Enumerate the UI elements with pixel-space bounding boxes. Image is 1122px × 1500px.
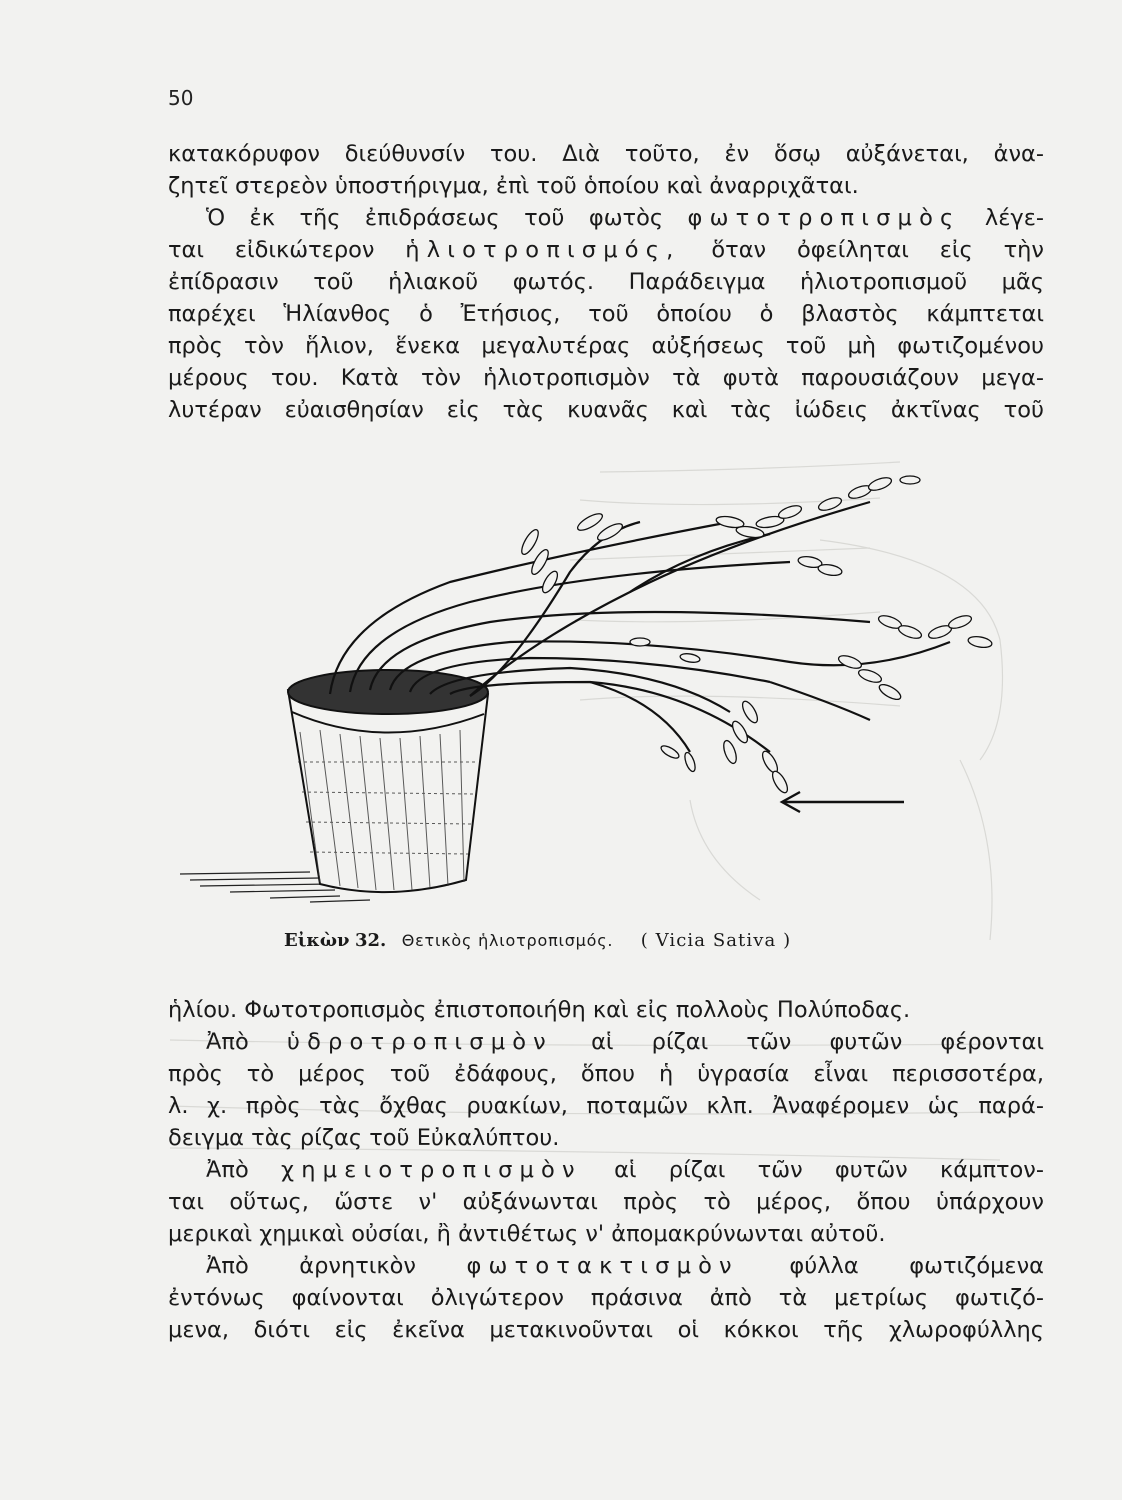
text-line-phototaxis: Ἀπὸ ἀρνητικὸν φωτοτακτισμὸν φύλλα φωτιζόμενα [206,1253,1044,1279]
spaced-term-chemotropism: χημειοτροπισμὸν [281,1157,582,1183]
plant-in-pot-drawing [170,462,1030,932]
text-line: λυτέραν εὐαισθησίαν εἰς τὰς κυανᾶς καὶ τὰς ἰώδεις ἀκτῖνας τοῦ [168,397,1044,423]
text-line: μερικαὶ χημικαὶ οὐσίαι, ἢ ἀντιθέτως ν' ἀπομακρύνωνται αὐτοῦ. [168,1221,886,1247]
bottom-text-block [168,994,1044,1346]
caption-number: 32. [354,930,387,951]
text-line-heliotropism: ται εἰδικώτερον ἡλιοτροπισμός, ὅταν ὀφείληται εἰς τὴν [168,237,1044,263]
spaced-term-heliotropism: ἡλιοτροπισμός, [405,237,681,263]
text-line: κατακόρυφον διεύθυνσίν του. Διὰ τοῦτο, ἐν ὅσῳ αὐξάνεται, ἀνα- [168,141,1044,167]
caption-description: Θετικὸς ἡλιοτροπισμός. [401,931,614,950]
caption-species: ( Vicia Sativa ) [640,930,792,951]
caption-label: Εἰκὼν [284,930,350,951]
spaced-term-phototaxis: φωτοτακτισμὸν [466,1253,739,1279]
spaced-term-hydrotropism: ὑδροτροπισμὸν [286,1029,553,1055]
flower-pot [288,670,488,892]
plant-leaves [519,475,993,795]
text-line: παρέχει Ἡλίανθος ὁ Ἐτήσιος, τοῦ ὁποίου ὁ βλαστὸς κάμπτεται [168,301,1044,327]
text-line: δειγμα τὰς ρίζας τοῦ Εὐκαλύπτου. [168,1125,560,1151]
text-line-phototropism: Ὁ ἐκ τῆς ἐπιδράσεως τοῦ φωτὸς φωτοτροπισμὸς λέγε- [206,205,1044,231]
text-line-hydrotropism: Ἀπὸ ὑδροτροπισμὸν αἱ ρίζαι τῶν φυτῶν φέρονται [206,1029,1045,1055]
text-line: πρὸς τὸ μέρος τοῦ ἐδάφους, ὅπου ἡ ὑγρασία εἶναι περισσοτέρα, [168,1061,1044,1087]
page-number: 50 [168,86,194,110]
figure-caption [284,930,791,951]
light-direction-arrow [782,792,904,812]
text-line: μενα, διότι εἰς ἐκεῖνα μετακινοῦνται οἱ κόκκοι τῆς χλωροφύλλης [168,1317,1044,1343]
text-line: μέρους του. Κατὰ τὸν ἡλιοτροπισμὸν τὰ φυτὰ παρουσιάζουν μεγα- [168,365,1044,391]
text-line: λ. χ. πρὸς τὰς ὄχθας ρυακίων, ποταμῶν κλπ. Ἀναφέρομεν ὡς παρά- [168,1093,1044,1119]
text-line: ζητεῖ στερεὸν ὑποστήριγμα, ἐπὶ τοῦ ὁποίου καὶ ἀναρριχᾶται. [168,173,859,199]
text-line: ἐντόνως φαίνονται ὀλιγώτερον πράσινα ἀπὸ τὰ μετρίως φωτιζό- [168,1285,1044,1311]
figure-32-illustration [170,462,1030,932]
text-line: ἡλίου. Φωτοτροπισμὸς ἐπιστοποιήθη καὶ εἰς πολλοὺς Πολύποδας. [168,997,911,1023]
spaced-term-phototropism: φωτοτροπισμὸς [687,205,961,231]
text-line: ἐπίδρασιν τοῦ ἡλιακοῦ φωτός. Παράδειγμα ἡλιοτροπισμοῦ μᾶς [168,269,1044,295]
text-line-chemotropism: Ἀπὸ χημειοτροπισμὸν αἱ ρίζαι τῶν φυτῶν κάμπτον- [206,1157,1044,1183]
top-text-block [168,138,1044,426]
text-line: πρὸς τὸν ἥλιον, ἕνεκα μεγαλυτέρας αὐξήσεως τοῦ μὴ φωτιζομένου [168,333,1044,359]
text-line: ται οὕτως, ὥστε ν' αὐξάνωνται πρὸς τὸ μέρος, ὅπου ὑπάρχουν [168,1189,1044,1215]
